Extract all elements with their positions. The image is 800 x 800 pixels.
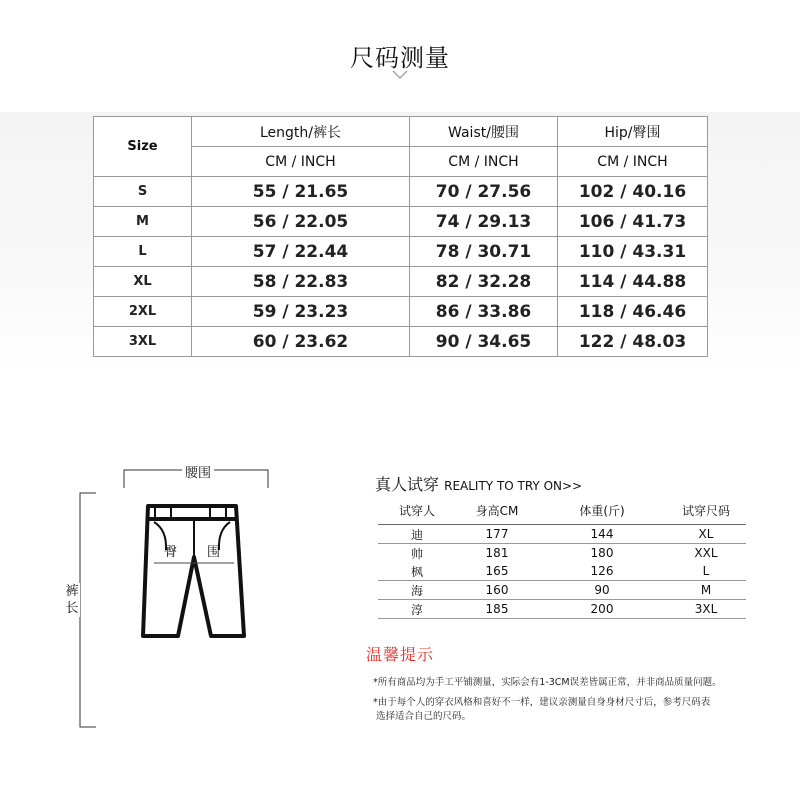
- tryon-weight: 180: [590, 546, 614, 560]
- table-row: [94, 297, 708, 327]
- chevron-down-icon: [392, 70, 408, 80]
- hip-cell: 122 / 48.03: [558, 327, 708, 357]
- tryon-name: 枫: [378, 562, 456, 581]
- length-cell: 60 / 23.62: [192, 327, 410, 357]
- size-cell: XL: [94, 267, 192, 297]
- hip-cell: 114 / 44.88: [558, 267, 708, 297]
- size-cell: 2XL: [94, 297, 192, 327]
- tryon-title-cn: 真人试穿: [375, 475, 440, 494]
- tryon-name: 淳: [378, 600, 456, 619]
- size-cell: L: [94, 237, 192, 267]
- table-row: [94, 237, 708, 267]
- size-cell: S: [94, 177, 192, 207]
- tryon-size: 3XL: [666, 600, 746, 619]
- size-cell: M: [94, 207, 192, 237]
- table-row: [94, 327, 708, 357]
- tryon-weight: 144: [538, 525, 666, 544]
- unit-header: CM / INCH: [192, 147, 410, 177]
- table-row: [378, 544, 746, 563]
- tryon-name: 迪: [378, 525, 456, 544]
- waist-cell: 82 / 32.28: [410, 267, 558, 297]
- tryon-name: 帅: [410, 546, 423, 561]
- hip-cell: 110 / 43.31: [558, 237, 708, 267]
- table-row: [378, 525, 746, 544]
- hip-cell: 118 / 46.46: [558, 297, 708, 327]
- waist-cell: 90 / 34.65: [410, 327, 558, 357]
- column-header-waist: Waist/腰围: [410, 117, 558, 147]
- table-row: [94, 177, 708, 207]
- tryon-header: 体重(斤): [538, 496, 666, 525]
- tryon-size: XXL: [694, 546, 718, 560]
- tryon-size: XL: [666, 525, 746, 544]
- table-row: [378, 600, 746, 619]
- tryon-weight: 200: [538, 600, 666, 619]
- tryon-table: [378, 496, 746, 619]
- waist-cell: 78 / 30.71: [410, 237, 558, 267]
- waist-cell: 70 / 27.56: [410, 177, 558, 207]
- length-cell: 59 / 23.23: [192, 297, 410, 327]
- waist-label: 腰围: [182, 462, 214, 481]
- size-header: Size: [94, 117, 192, 177]
- column-header-hip: Hip/臀围: [558, 117, 708, 147]
- tryon-name: 海: [378, 581, 456, 600]
- column-header-length: Length/裤长: [192, 117, 410, 147]
- table-row: [378, 562, 746, 581]
- pants-diagram: [70, 460, 290, 740]
- tryon-title-en: REALITY TO TRY ON>>: [444, 479, 583, 493]
- tryon-height: 160: [456, 581, 538, 600]
- tips-heading-text: 温馨提示: [365, 645, 434, 664]
- length-cell: 56 / 22.05: [192, 207, 410, 237]
- hip-label-left: 臀: [164, 545, 178, 560]
- tryon-size: L: [666, 562, 746, 581]
- tryon-header: 身高CM: [456, 496, 538, 525]
- note-size-advice-line1: *由于每个人的穿衣风格和喜好不一样，建议亲测量自身身材尺寸后，参考尺码表: [373, 697, 711, 708]
- note-measurement: *所有商品均为手工平铺测量，实际会有1-3CM误差皆属正常，并非商品质量问题。: [373, 677, 722, 688]
- tryon-height: 177: [456, 525, 538, 544]
- length-cell: 55 / 21.65: [192, 177, 410, 207]
- tryon-size: M: [666, 581, 746, 600]
- unit-header: CM / INCH: [558, 147, 708, 177]
- table-row: [94, 207, 708, 237]
- tryon-title: [375, 472, 582, 495]
- hip-cell: 106 / 41.73: [558, 207, 708, 237]
- tryon-height: 181: [485, 546, 509, 560]
- table-row: [378, 581, 746, 600]
- tryon-weight: 90: [538, 581, 666, 600]
- tryon-height: 185: [456, 600, 538, 619]
- tryon-header: 试穿人: [378, 496, 456, 525]
- tryon-weight: 126: [538, 562, 666, 581]
- hip-label-right: 围: [207, 545, 221, 560]
- tryon-header: 试穿尺码: [666, 496, 746, 525]
- tips-heading: [0, 642, 800, 665]
- length-label-char: 长: [65, 601, 79, 616]
- page-title: 尺码测量: [350, 44, 450, 72]
- tryon-height: 165: [456, 562, 538, 581]
- waist-cell: 86 / 33.86: [410, 297, 558, 327]
- unit-header: CM / INCH: [410, 147, 558, 177]
- length-cell: 58 / 22.83: [192, 267, 410, 297]
- size-table: [93, 116, 708, 357]
- note-size-advice-line2: 选择适合自己的尺码。: [373, 711, 472, 722]
- length-label-char: 裤: [65, 584, 79, 599]
- length-cell: 57 / 22.44: [192, 237, 410, 267]
- length-label: [64, 583, 80, 617]
- size-cell: 3XL: [94, 327, 192, 357]
- hip-cell: 102 / 40.16: [558, 177, 708, 207]
- waist-cell: 74 / 29.13: [410, 207, 558, 237]
- table-row: [94, 267, 708, 297]
